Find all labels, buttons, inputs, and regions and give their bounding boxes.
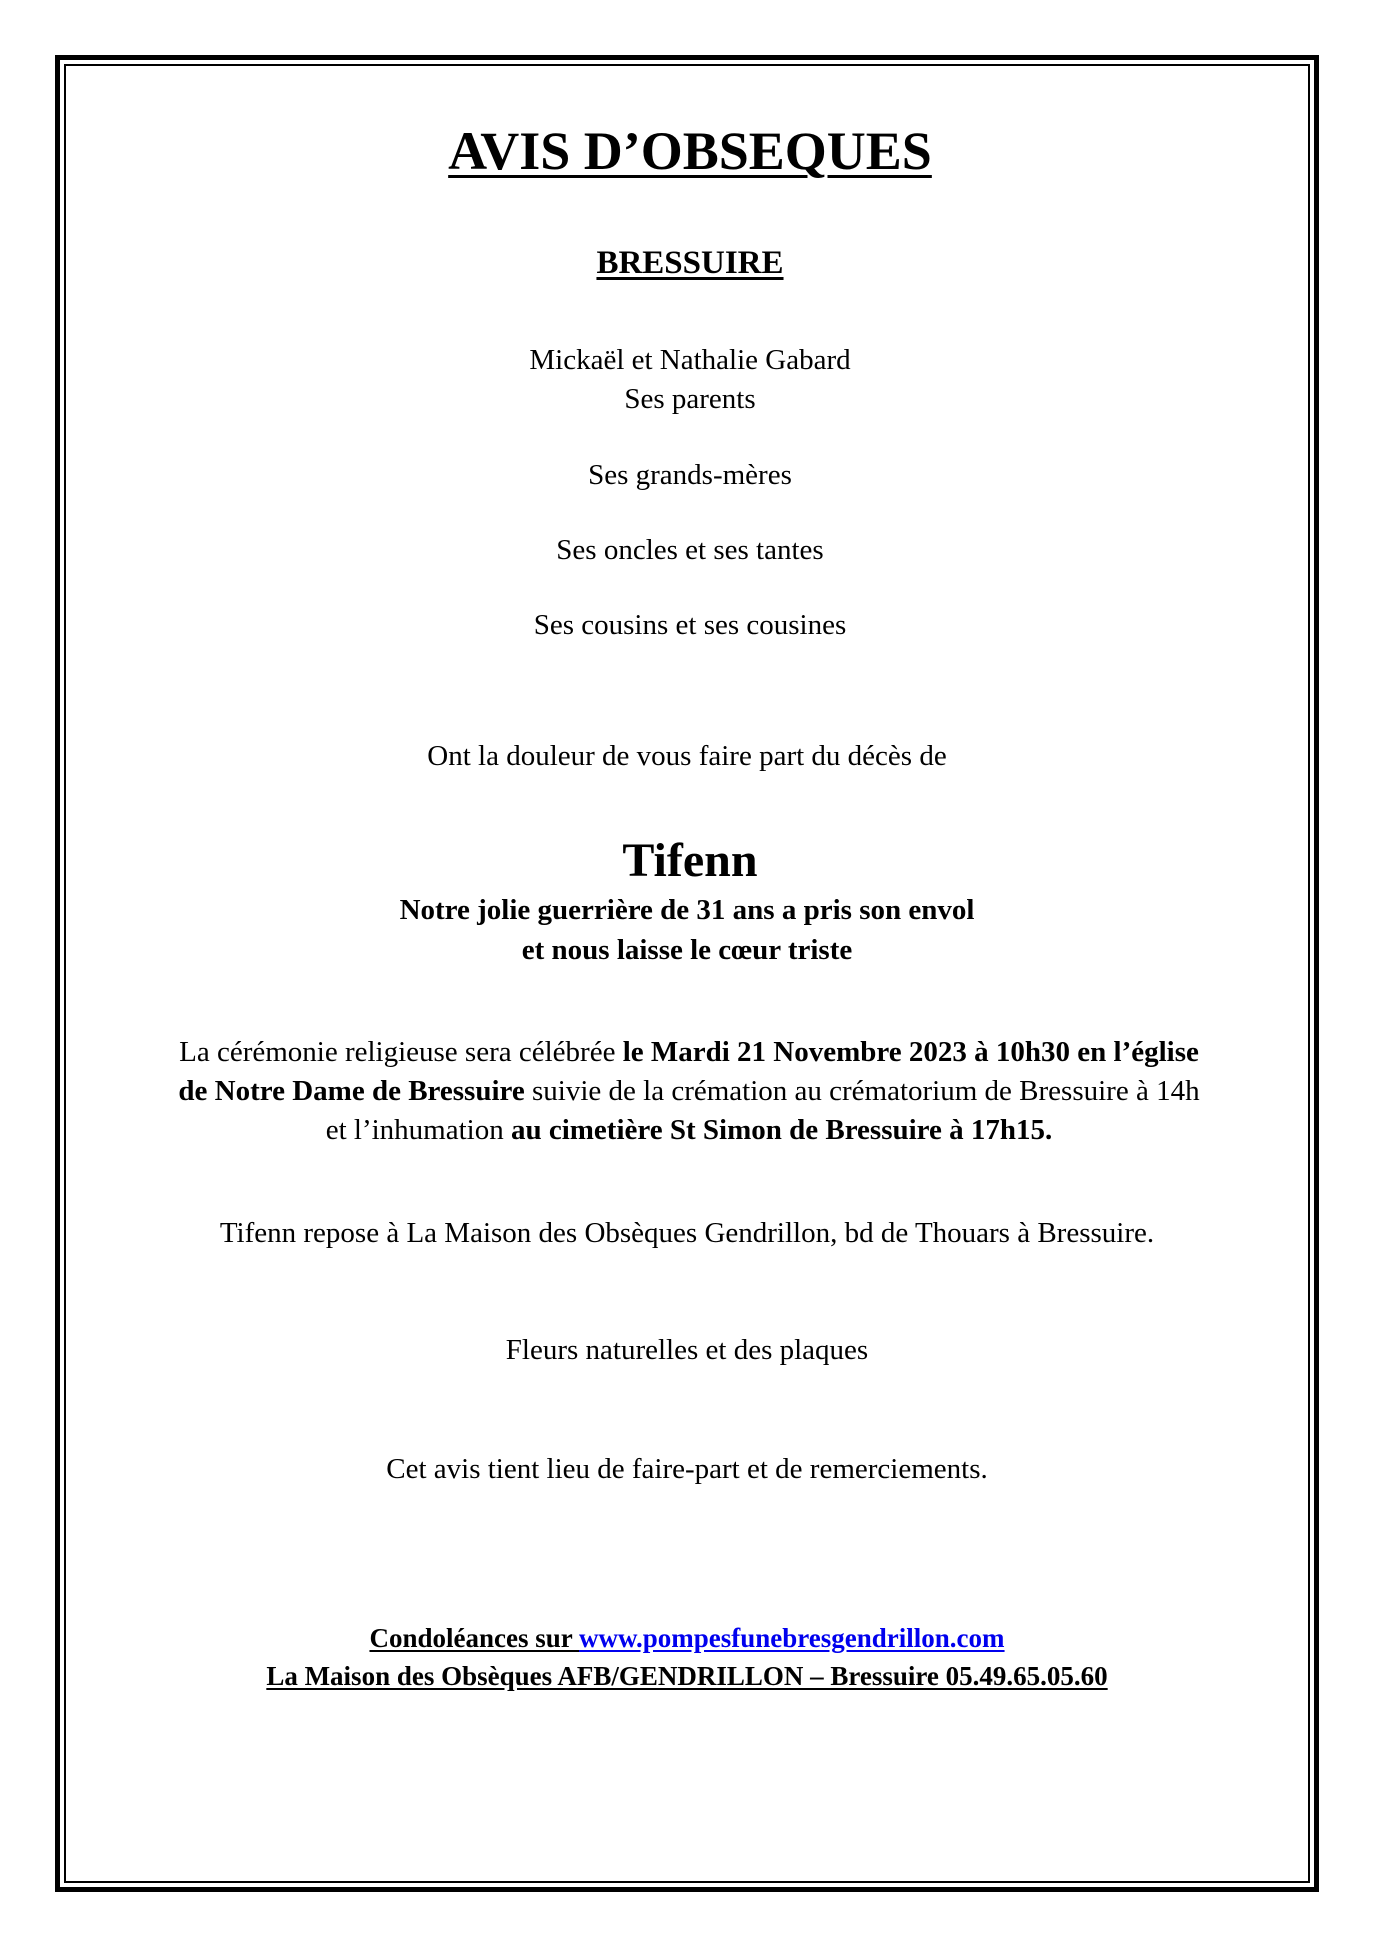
- ceremony-cremation: suivie de la crémation au crématorium de Bressuire à 14h: [524, 1075, 1200, 1107]
- family-uncles-aunts: Ses oncles et ses tantes: [556, 534, 824, 566]
- announcement-text: Ont la douleur de vous faire part du décès de: [427, 740, 947, 772]
- ceremony-line-3: [100, 1111, 1278, 1150]
- page-border-inner: [64, 64, 1310, 1883]
- family-grandmothers: Ses grands-mères: [588, 459, 792, 491]
- ceremony-line-2: [100, 1072, 1278, 1111]
- ceremony-line-1: [100, 1033, 1278, 1072]
- ceremony-date-church: le Mardi 21 Novembre 2023 à 10h30 en l’église: [622, 1036, 1199, 1068]
- footer-contact: La Maison des Obsèques AFB/GENDRILLON – Bressuire 05.49.65.05.60: [266, 1661, 1108, 1691]
- deceased-tribute-line-1: Notre jolie guerrière de 31 ans a pris son envol: [399, 894, 975, 926]
- ceremony-details: [100, 1033, 1278, 1150]
- closing-text: Cet avis tient lieu de faire-part et de remerciements.: [386, 1453, 988, 1485]
- notice-city: BRESSUIRE: [596, 245, 784, 281]
- flowers-text: Fleurs naturelles et des plaques: [505, 1334, 869, 1366]
- ceremony-intro: La cérémonie religieuse sera célébrée: [179, 1036, 623, 1068]
- ceremony-cemetery: au cimetière St Simon de Bressuire à 17h15.: [510, 1114, 1053, 1146]
- deceased-name: Tifenn: [622, 834, 758, 887]
- condolences-label: Condoléances sur: [369, 1623, 579, 1653]
- ceremony-burial-intro: et l’inhumation: [325, 1114, 511, 1146]
- repose-text: Tifenn repose à La Maison des Obsèques Gendrillon, bd de Thouars à Bressuire.: [219, 1217, 1155, 1249]
- family-parents-names: Mickaël et Nathalie Gabard: [529, 344, 851, 376]
- family-parents-label: Ses parents: [624, 383, 756, 415]
- notice-title: AVIS D’OBSEQUES: [448, 121, 932, 181]
- ceremony-church-name: de Notre Dame de Bressuire: [178, 1075, 525, 1107]
- website-link[interactable]: www.pompesfunebresgendrillon.com: [579, 1623, 1005, 1653]
- family-cousins: Ses cousins et ses cousines: [533, 609, 847, 641]
- footer-condolences: [66, 1621, 1308, 1655]
- deceased-tribute-line-2: et nous laisse le cœur triste: [521, 934, 853, 966]
